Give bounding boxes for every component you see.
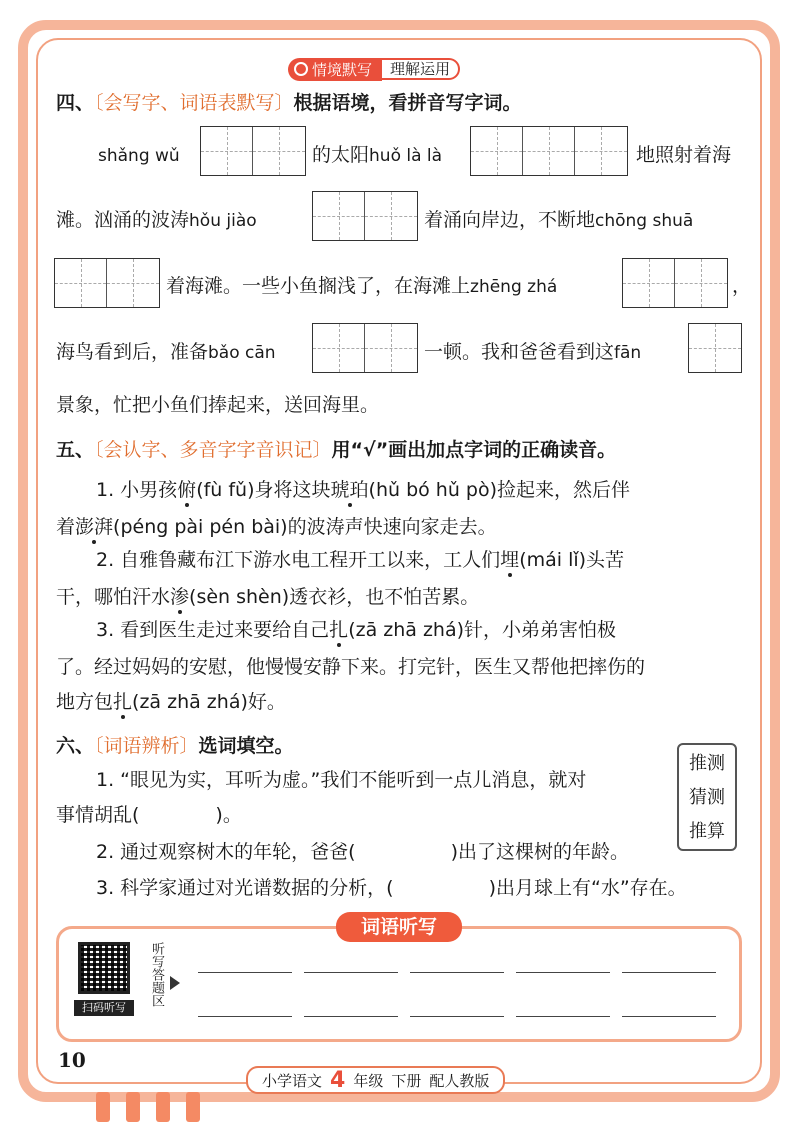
s6-heading: 六、〔词语辨析〕选词填空。 — [56, 735, 294, 757]
answer-grid[interactable] — [312, 323, 418, 373]
workbook-page: 情境默写 理解运用 四、〔会写字、词语表默写〕根据语境，看拼音写字词。 shǎng wǔ 的太阳huǒ là là 地照射着海 滩。汹涌的波涛hǒu jiào 着涌向岸边，不断地chōng shuā 着海滩。一些小鱼搁浅了，在海滩上zhēng zhá ， 海鸟看到后，准备bǎo cān 一顿。我和爸爸看到这fān 景象，忙把小鱼们捧起来，送回海里。 五、〔会认字、多音字字音识记〕用“√”画出加点字词的正确读音。 1. 小男孩俯(fù fǔ)身将这块琥珀(hǔ bó hǔ pò)捡起来，然后伴 着澎湃(péng pài pén bài)的波涛声快速向家走去。 2. 自雅鲁藏布江下游水电工程开工以来，工人们埋(mái lǐ)头苦 干，哪怕汗水渗(sèn shèn)透衣衫，也不怕苦累。 3. 看到医生走过来要给自己扎(zā zhā zhá)针，小弟弟害怕极 了。经过妈妈的安慰，他慢慢安静下来。打完针，医生又帮他把摔伤的 地方包扎(zā zhā zhá)好。 六、〔词语辨析〕选词填空。 1. “眼见为实，耳听为虚。”我们不能听到一点儿消息，就对 事情胡乱( )。 2. 通过观察树木的年轮，爸爸( )出了这棵树的年龄。 3. 科学家通过对光谱数据的分析，( )出月球上有“水”存在。 推测 猜测 推算 词语听写 扫码听写 听写答题区 10 小学语文 4 年级 下册 配人教版 — [0, 0, 800, 1130]
answer-area-label: 听写答题区 — [149, 942, 164, 1007]
arrow-right-icon — [170, 976, 180, 990]
word-option: 推算 — [689, 821, 725, 842]
clock-icon — [294, 62, 308, 76]
qr-code-icon[interactable] — [78, 942, 130, 994]
page-tab — [156, 1092, 170, 1122]
dictation-line[interactable] — [410, 972, 504, 973]
s5-q1: 1. 小男孩俯(fù fǔ)身将这块琥珀(hǔ bó hǔ pò)捡起来，然后伴 — [96, 479, 631, 501]
footer-badge: 小学语文 4 年级 下册 配人教版 — [246, 1066, 505, 1094]
answer-grid[interactable] — [200, 126, 306, 176]
qr-label: 扫码听写 — [74, 1000, 134, 1016]
s4-row3: 着海滩。一些小鱼搁浅了，在海滩上zhēng zhá — [166, 275, 558, 297]
dictation-line[interactable] — [304, 972, 398, 973]
s5-q3: 3. 看到医生走过来要给自己扎(zā zhā zhá)针，小弟弟害怕极 — [96, 619, 617, 641]
dictation-line[interactable] — [622, 972, 716, 973]
s4-row1: shǎng wǔ — [98, 146, 180, 166]
s6-q1: 1. “眼见为实，耳听为虚。”我们不能听到一点儿消息，就对 — [96, 769, 587, 791]
s4-row5: 景象，忙把小鱼们捧起来，送回海里。 — [56, 394, 380, 416]
page-number: 10 — [58, 1048, 86, 1072]
dictation-line[interactable] — [198, 972, 292, 973]
page-tab — [126, 1092, 140, 1122]
dictation-line[interactable] — [410, 1016, 504, 1017]
answer-grid[interactable] — [54, 258, 160, 308]
page-tab — [186, 1092, 200, 1122]
answer-grid[interactable] — [688, 323, 742, 373]
word-choice-box — [677, 743, 737, 851]
s5-q2: 2. 自雅鲁藏布江下游水电工程开工以来，工人们埋(mái lǐ)头苦 — [96, 549, 625, 571]
dictation-line[interactable] — [516, 972, 610, 973]
word-option: 猜测 — [689, 787, 725, 808]
word-option: 推测 — [689, 753, 725, 774]
page-tab — [96, 1092, 110, 1122]
s4-row2: 滩。汹涌的波涛hǒu jiào — [56, 209, 257, 231]
answer-grid[interactable] — [622, 258, 728, 308]
header-tag: 情境默写 — [288, 58, 382, 81]
s6-q2: 2. 通过观察树木的年轮，爸爸( )出了这棵树的年龄。 — [96, 841, 629, 863]
dictation-line[interactable] — [304, 1016, 398, 1017]
s6-q3: 3. 科学家通过对光谱数据的分析，( )出月球上有“水”存在。 — [96, 877, 687, 899]
section-header — [288, 58, 460, 80]
s5-heading: 五、〔会认字、多音字字音识记〕用“√”画出加点字词的正确读音。 — [56, 439, 617, 461]
dictation-line[interactable] — [516, 1016, 610, 1017]
answer-grid[interactable] — [312, 191, 418, 241]
dictation-line[interactable] — [622, 1016, 716, 1017]
dictation-title: 词语听写 — [336, 912, 462, 942]
dictation-line[interactable] — [198, 1016, 292, 1017]
header-sub: 理解运用 — [382, 58, 460, 80]
s4-heading: 四、〔会写字、词语表默写〕根据语境，看拼音写字词。 — [56, 92, 522, 114]
s4-row4: 海鸟看到后，准备bǎo cān — [56, 341, 276, 363]
answer-grid[interactable] — [470, 126, 628, 176]
